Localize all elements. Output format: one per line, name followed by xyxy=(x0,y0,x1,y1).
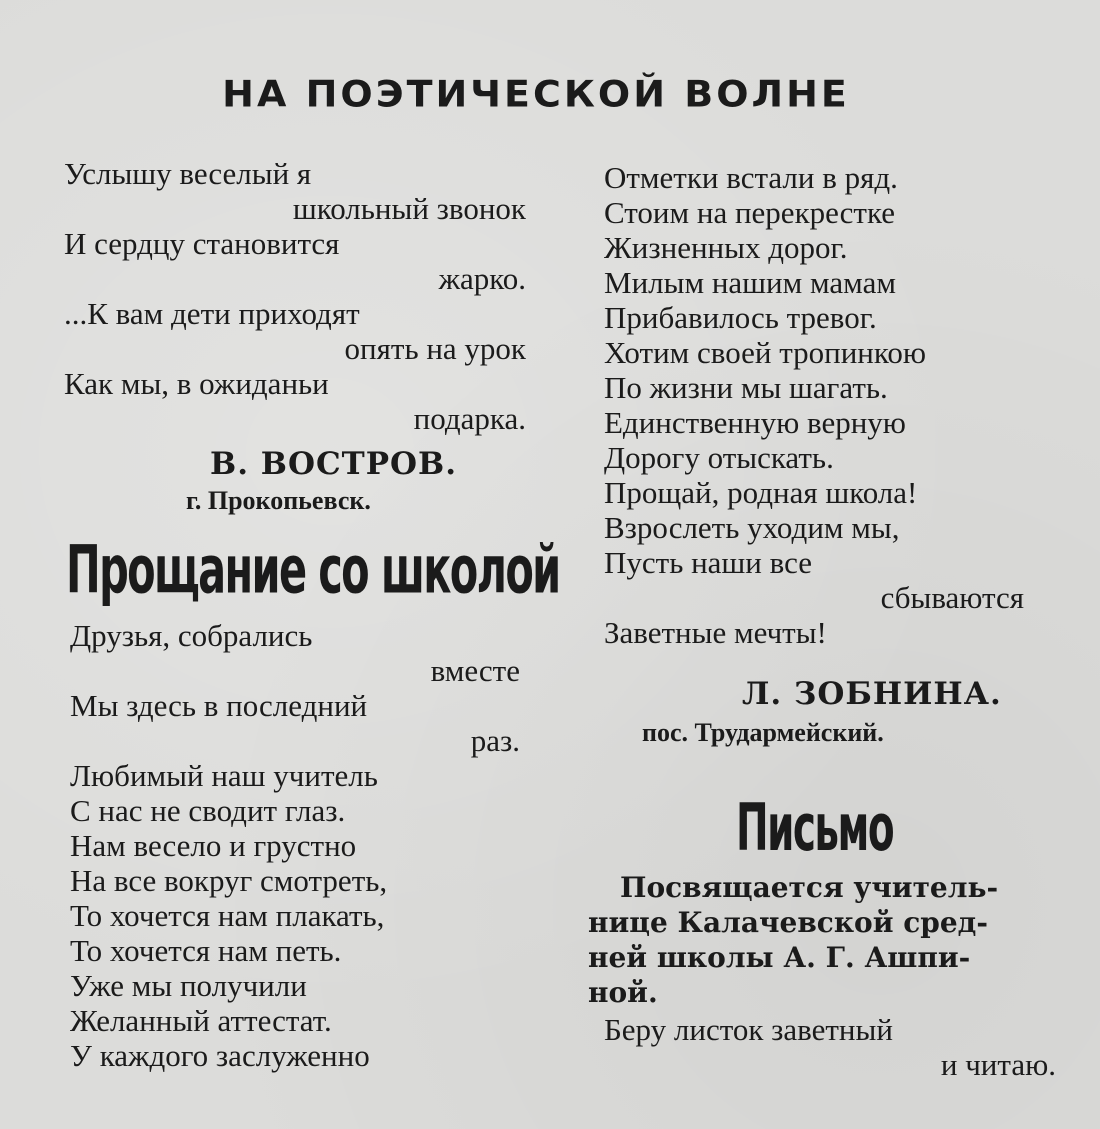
poem2-line: сбываются xyxy=(880,580,1024,615)
poem2-line: Взрослеть уходим мы, xyxy=(604,510,900,545)
poem1-block xyxy=(64,156,526,436)
dedication-line xyxy=(588,940,1036,975)
poem3-line: и читаю. xyxy=(940,1047,1056,1082)
poem2-line: По жизни мы шагать. xyxy=(604,370,888,405)
poem2-line: Дорогу отыскать. xyxy=(604,440,834,475)
poem2-line: Пусть наши все xyxy=(604,545,812,580)
poem2-line: Хотим своей тропинкою xyxy=(604,335,927,370)
poem2-author: Л. ЗОБНИНА. xyxy=(742,676,1002,712)
poem2-line: раз. xyxy=(470,723,520,758)
dedication-text: ней школы А. Г. Ашпи- xyxy=(588,941,971,974)
poem1-line: школьный звонок xyxy=(292,191,526,226)
poem2-line: Заветные мечты! xyxy=(604,615,827,650)
dedication-line xyxy=(588,870,1036,905)
poem1-line: жарко. xyxy=(438,261,526,296)
dedication-text: Посвящается учитель- xyxy=(620,871,999,904)
poem2-line: Милым нашим мамам xyxy=(604,265,896,300)
poem2-line: На все вокруг смотреть, xyxy=(70,863,388,898)
poem3-line: Беру листок заветный xyxy=(604,1012,893,1047)
poem2-line: Жизненных дорог. xyxy=(604,230,848,265)
poem2-line: Друзья, собрались xyxy=(70,618,313,653)
poem2-line: То хочется нам плакать, xyxy=(70,898,385,933)
poem2-block xyxy=(70,618,520,1073)
poem1-line: Как мы, в ожиданьи xyxy=(64,366,329,401)
poem2-line: У каждого заслуженно xyxy=(70,1038,370,1073)
dedication-line xyxy=(588,975,1036,1010)
dedication-text: нице Калачевской сред- xyxy=(588,906,988,939)
poem2-line: Прибавилось тревог. xyxy=(604,300,877,335)
poem1-line: опять на урок xyxy=(344,331,526,366)
poem2-line: Стоим на перекрестке xyxy=(604,195,896,230)
poem2-line: Желанный аттестат. xyxy=(70,1003,332,1038)
poem2-line: Нам весело и грустно xyxy=(70,828,357,863)
poem2-title: Прощание со школой xyxy=(66,532,560,609)
poem1-line: Услышу веселый я xyxy=(64,156,312,191)
poem3-dedication xyxy=(588,870,1036,1010)
poem2-line: Любимый наш учитель xyxy=(70,758,378,793)
poem2-line: Мы здесь в последний xyxy=(70,688,368,723)
poem1-line: ...К вам дети приходят xyxy=(64,296,360,331)
poem2-line: Уже мы получили xyxy=(70,968,307,1003)
dedication-text: ной. xyxy=(588,976,658,1009)
poem1-place: г. Прокопьевск. xyxy=(186,486,371,515)
poem3-block xyxy=(604,1012,1056,1082)
poem2-line: Единственную верную xyxy=(604,405,906,440)
poem2-line: Прощай, родная школа! xyxy=(604,475,918,510)
page-headline: НА ПОЭТИЧЕСКОЙ ВОЛНЕ xyxy=(222,73,850,115)
dedication-line xyxy=(588,905,1036,940)
poem2-line: Отметки встали в ряд. xyxy=(604,160,898,195)
poem2-place: пос. Трудармейский. xyxy=(642,718,884,747)
poem3-title: Письмо xyxy=(736,790,894,866)
poem2-line: То хочется нам петь. xyxy=(70,933,342,968)
poem1-author: В. ВОСТРОВ. xyxy=(210,446,458,482)
poem2-line: вместе xyxy=(430,653,520,688)
poem1-line: И сердцу становится xyxy=(64,226,340,261)
poem2-line: С нас не сводит глаз. xyxy=(70,793,346,828)
poem1-line: подарка. xyxy=(413,401,526,436)
poem2-continued-block xyxy=(604,160,1024,650)
